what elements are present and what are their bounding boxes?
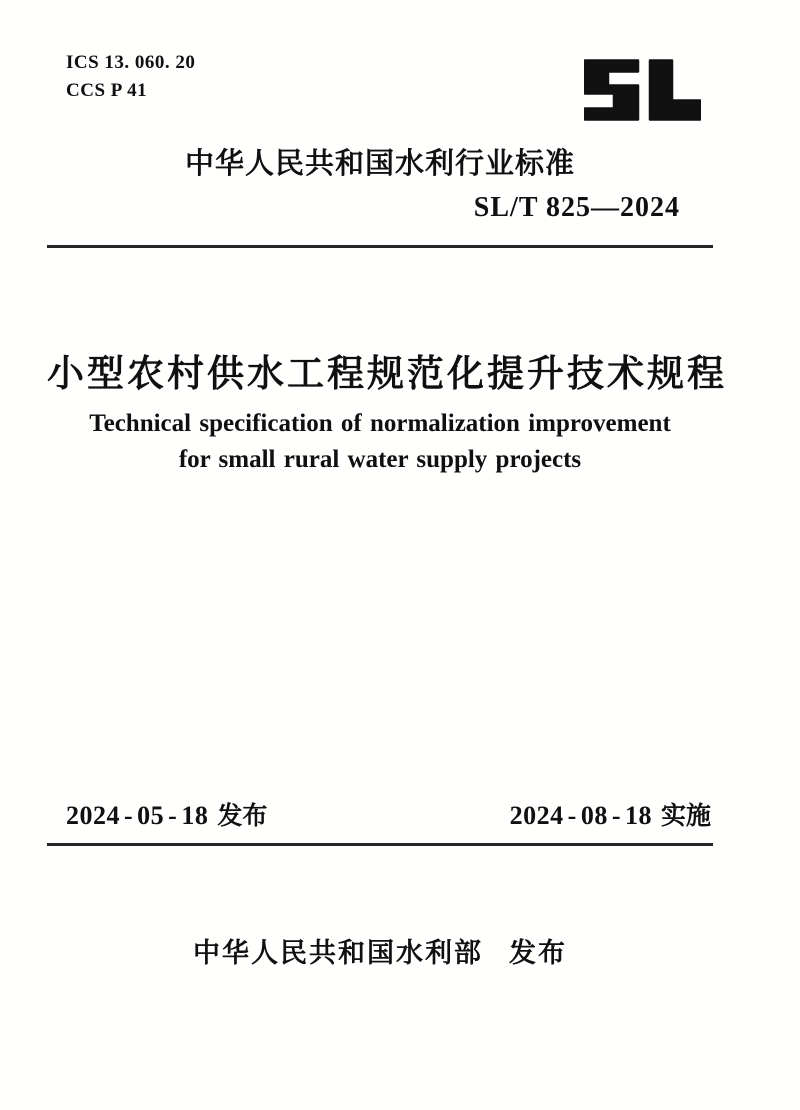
sl-logo (584, 59, 701, 122)
top-divider-rule (47, 245, 713, 248)
sl-logo-graphic (584, 59, 701, 122)
dates-row (47, 796, 713, 832)
publisher-line (47, 931, 713, 970)
publisher-action: 发布 (509, 938, 567, 968)
standard-category-heading: 中华人民共和国水利行业标准 (184, 148, 575, 180)
title-english-line1: Technical specification of normalization improvement (89, 410, 671, 437)
title-chinese: 小型农村供水工程规范化提升技术规程 (47, 353, 727, 394)
implement-date-group (510, 796, 711, 832)
title-english-line2: for small rural water supply projects (178, 446, 582, 473)
issue-date-group (66, 796, 267, 832)
implement-date-label: 实施 (660, 802, 711, 830)
standard-number: SL/T 825—2024 (473, 192, 680, 223)
bottom-divider-rule (47, 843, 713, 846)
title-english (47, 406, 713, 478)
logo-text (701, 59, 702, 60)
logo-letter-l (650, 61, 700, 120)
logo-letter-s (585, 61, 638, 120)
publisher-name: 中华人民共和国水利部 (193, 938, 483, 968)
ics-code: ICS 13. 060. 20 (66, 52, 196, 73)
ccs-code: CCS P 41 (66, 80, 148, 101)
implement-date: 2024 - 08 - 18 (509, 801, 652, 830)
issue-date-label: 发布 (217, 802, 268, 830)
issue-date: 2024 - 05 - 18 (66, 801, 209, 830)
